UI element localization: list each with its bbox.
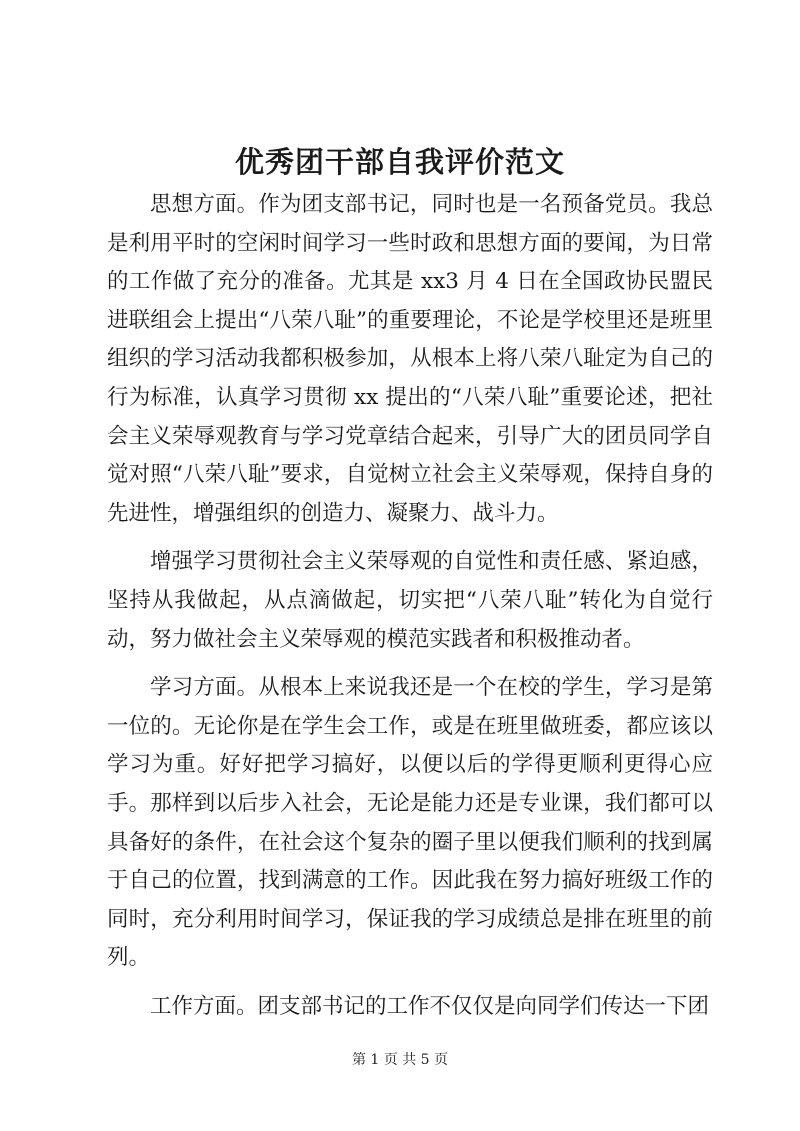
paragraph-study: 学习方面。从根本上来说我还是一个在校的学生，学习是第一位的。无论你是在学生会工作，或是在班里做班委，都应该以学习为重。好好把学习搞好，以便以后的学得更顺利更得心应手。那样到以后步入社会，无论是能力还是专业课，我们都可以具备好的条件，在社会这个复杂的圈子里以便我们顺利的找到属于自己的位置，找到满意的工作。因此我在努力搞好班级工作的同时，充分利用时间学习，保证我的学习成绩总是排在班里的前列。 xyxy=(107,675,713,971)
paragraph-work: 工作方面。团支部书记的工作不仅仅是向同学们传达一下团 xyxy=(150,993,710,1019)
document-body xyxy=(107,186,713,1026)
paragraph-honor-disgrace: 增强学习贯彻社会主义荣辱观的自觉性和责任感、紧迫感，坚持从我做起，从点滴做起，切实把“八荣八耻”转化为自觉行动，努力做社会主义荣辱观的模范实践者和积极推动者。 xyxy=(107,549,713,652)
page-footer: 第 1 页 共 5 页 xyxy=(351,1052,449,1068)
paragraph-thought: 思想方面。作为团支部书记，同时也是一名预备党员。我总是利用平时的空闲时间学习一些时政和思想方面的要闻，为日常的工作做了充分的准备。尤其是 xx3 月 4 日在全国政协民盟民进联组会上提出“八荣八耻”的重要理论，不论是学校里还是班里组织的学习活动我都积极参加，从根本上将八荣八耻定为自己的行为标准，认真学习贯彻 xx 提出的“八荣八耻”重要论述，把社会主义荣辱观教育与学习党章结合起来，引导广大的团员同学自觉对照“八荣八耻”要求，自觉树立社会主义荣辱观，保持自身的先进性，增强组织的创造力、凝聚力、战斗力。 xyxy=(107,192,713,526)
document-title: 优秀团干部自我评价范文 xyxy=(234,145,565,179)
